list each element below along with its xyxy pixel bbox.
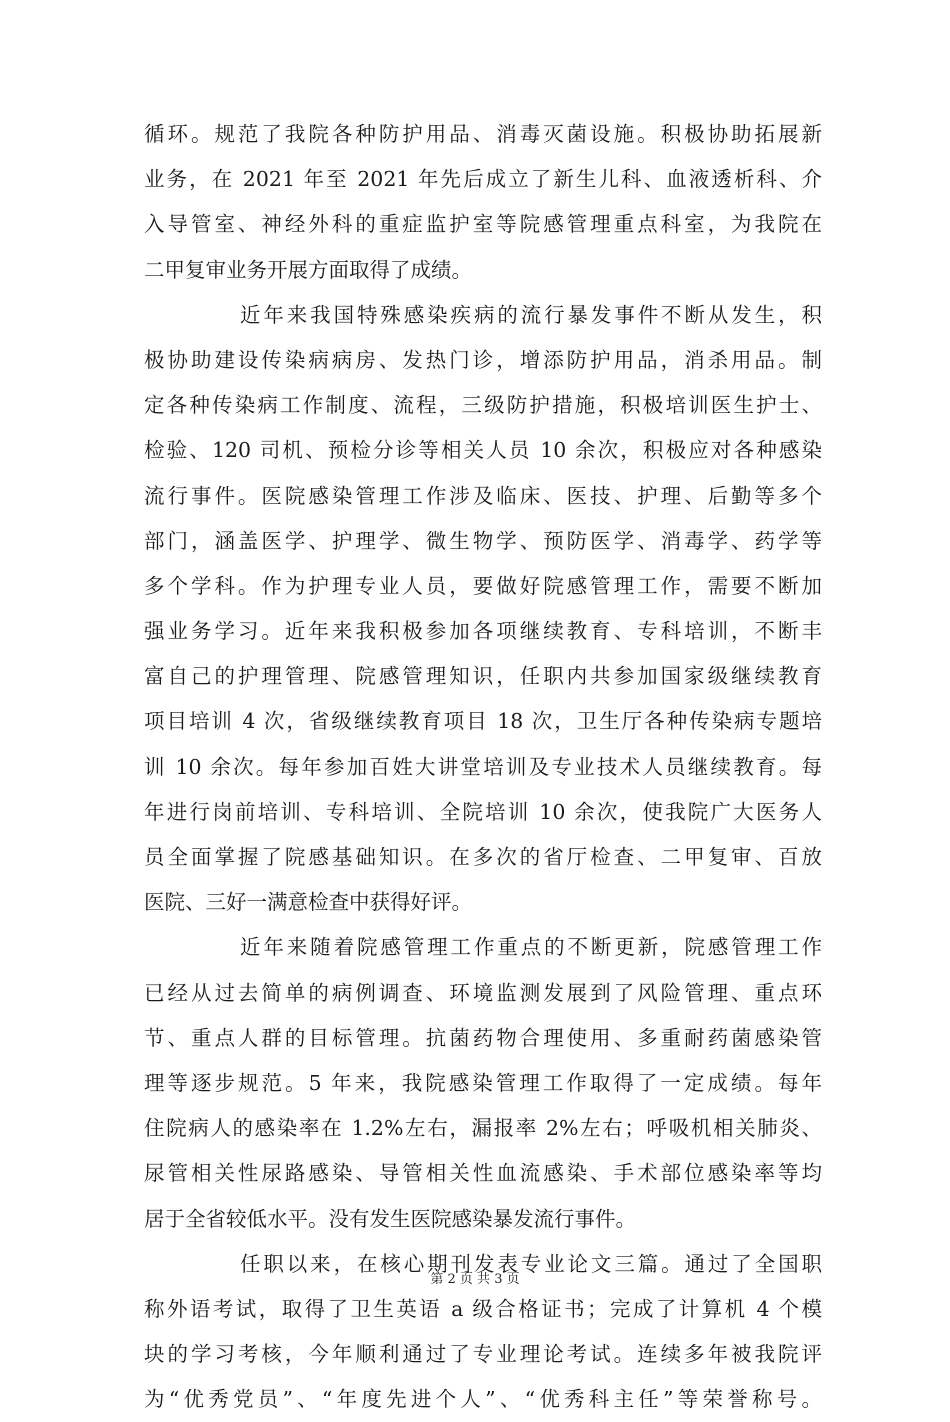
text-line: 入导管室、神经外科的重症监护室等院感管理重点科室，为我院在 [144,212,822,237]
text-line: 块的学习考核，今年顺利通过了专业理论考试。连续多年被我院评 [144,1342,822,1367]
text-line: 业务，在 2021 年至 2021 年先后成立了新生儿科、血液透析科、介 [144,167,822,192]
text-line: 多个学科。作为护理专业人员，要做好院感管理工作，需要不断加 [144,573,822,598]
text-line: 居于全省较低水平。没有发生医院感染暴发流行事件。 [144,1206,636,1231]
text-line: 任职以来，在核心期刊发表专业论文三篇。通过了全国职 [240,1251,822,1276]
text-line: 称外语考试，取得了卫生英语 a 级合格证书；完成了计算机 4 个模 [144,1296,822,1321]
text-line: 员全面掌握了院感基础知识。在多次的省厅检查、二甲复审、百放 [144,845,822,869]
text-line: 医院、三好一满意检查中获得好评。 [144,890,472,915]
text-line: 循环。规范了我院各种防护用品、消毒灭菌设施。积极协助拓展新 [144,122,822,146]
text-line: 训 10 余次。每年参加百姓大讲堂培训及专业技术人员继续教育。每 [144,754,822,779]
text-line: 强业务学习。近年来我积极参加各项继续教育、专科培训，不断丰 [144,619,822,644]
text-line: 为“优秀党员”、“年度先进个人”、“优秀科主任”等荣誉称号。 [144,1387,822,1412]
document-body [144,112,822,1422]
text-line: 富自己的护理管理、院感管理知识，任职内共参加国家级继续教育 [144,664,822,689]
text-line: 近年来我国特殊感染疾病的流行暴发事件不断从发生，积 [240,302,822,327]
text-line: 已经从过去简单的病例调查、环境监测发展到了风险管理、重点环 [144,980,822,1005]
text-line: 住院病人的感染率在 1.2%左右，漏报率 2%左右；呼吸机相关肺炎、 [144,1116,822,1141]
text-line: 节、重点人群的目标管理。抗菌药物合理使用、多重耐药菌感染管 [144,1025,822,1050]
text-line: 流行事件。医院感染管理工作涉及临床、医技、护理、后勤等多个 [144,483,822,508]
text-line: 极协助建设传染病病房、发热门诊，增添防护用品，消杀用品。制 [144,347,822,372]
text-line: 尿管相关性尿路感染、导管相关性血流感染、手术部位感染率等均 [144,1161,822,1186]
text-line: 定各种传染病工作制度、流程，三级防护措施，积极培训医生护士、 [144,393,822,418]
text-line: 项目培训 4 次，省级继续教育项目 18 次，卫生厅各种传染病专题培 [144,709,822,734]
text-line: 近年来随着院感管理工作重点的不断更新，院感管理工作 [240,935,822,960]
text-line: 年进行岗前培训、专科培训、全院培训 10 余次，使我院广大医务人 [144,799,822,824]
text-line: 检验、120 司机、预检分诊等相关人员 10 余次，积极应对各种感染 [144,438,822,463]
page-number-footer: 第 2 页 共 3 页 [430,1272,520,1287]
text-line: 理等逐步规范。5 年来，我院感染管理工作取得了一定成绩。每年 [144,1070,822,1095]
text-line: 二甲复审业务开展方面取得了成绩。 [144,257,472,282]
text-line: 部门，涵盖医学、护理学、微生物学、预防医学、消毒学、药学等 [144,528,822,553]
